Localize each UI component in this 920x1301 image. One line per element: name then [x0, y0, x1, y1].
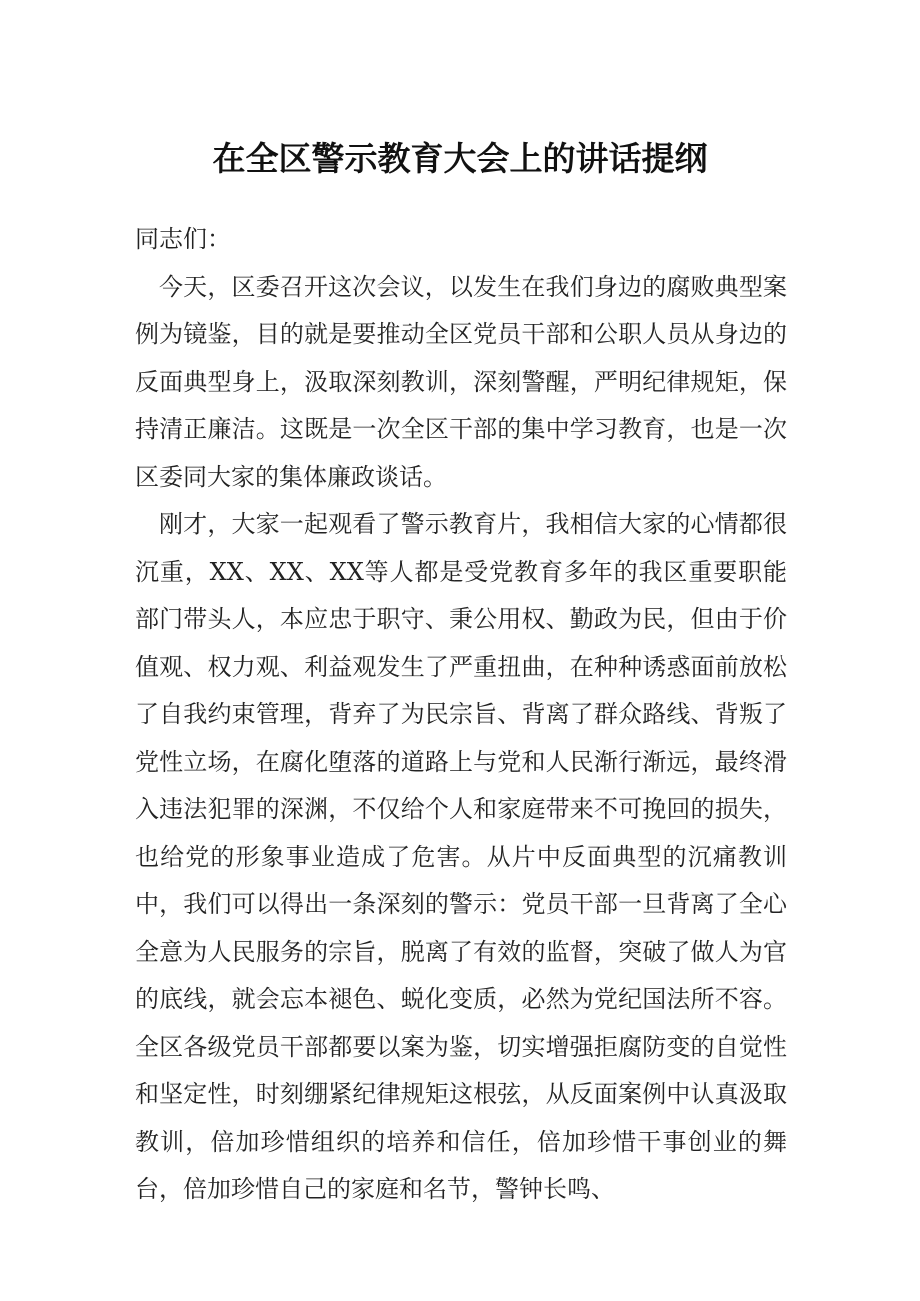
document-body: [135, 216, 787, 1214]
salutation: 同志们：: [135, 225, 231, 253]
paragraph-1: 今天，区委召开这次会议，以发生在我们身边的腐败典型案例为镜鉴，目的就是要推动全区党员干部和公职人员从身边的反面典型身上，汲取深刻教训，深刻警醒，严明纪律规矩，保持清正廉洁。这既是一次全区干部的集中学习教育，也是一次区委同大家的集体廉政谈话。: [135, 272, 787, 491]
document-title: 在全区警示教育大会上的讲话提纲: [212, 139, 708, 178]
paragraph-2: 刚才，大家一起观看了警示教育片，我相信大家的心情都很沉重，XX、XX、XX等人都是受党教育多年的我区重要职能部门带头人，本应忠于职守、秉公用权、勤政为民，但由于价值观、权力观、利益观发生了严重扭曲，在种种诱惑面前放松了自我约束管理，背弃了为民宗旨、背离了群众路线、背叛了党性立场，在腐化堕落的道路上与党和人民渐行渐远，最终滑入违法犯罪的深渊，不仅给个人和家庭带来不可挽回的损失，也给党的形象事业造成了危害。从片中反面典型的沉痛教训中，我们可以得出一条深刻的警示：党员干部一旦背离了全心全意为人民服务的宗旨，脱离了有效的监督，突破了做人为官的底线，就会忘本褪色、蜕化变质，必然为党纪国法所不容。全区各级党员干部都要以案为鉴，切实增强拒腐防变的自觉性和坚定性，时刻绷紧纪律规矩这根弦，从反面案例中认真汲取教训，倍加珍惜组织的培养和信任，倍加珍惜干事创业的舞台，倍加珍惜自己的家庭和名节，警钟长鸣、: [135, 510, 787, 1203]
